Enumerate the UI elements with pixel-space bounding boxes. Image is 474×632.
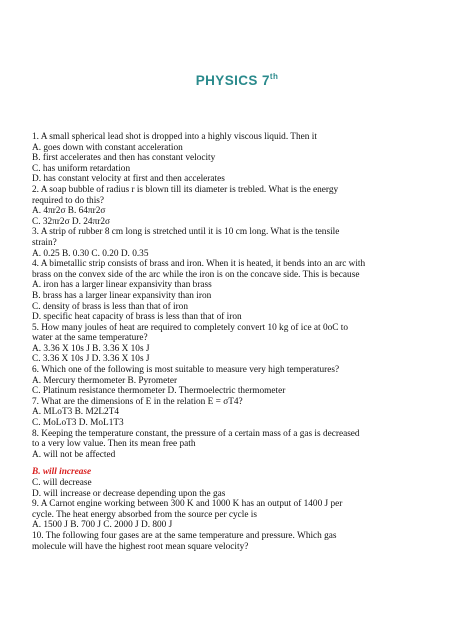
text-line: A. 0.25 B. 0.30 C. 0.20 D. 0.35 [32,248,149,259]
document-body [32,132,452,552]
text-line: 4. A bimetallic strip consists of brass and iron. When it is heated, it bends into an arc with [32,259,366,270]
text-line: C. MoLoT3 D. MoL1T3 [32,418,124,429]
text-line: A. iron has a larger linear expansivity than brass [32,280,212,291]
text-line: 2. A soap bubble of radius r is blown till its diameter is trebled. What is the energy [32,184,339,195]
text-line: D. will increase or decrease depending upon the gas [32,488,226,499]
text-line: 6. Which one of the following is most suitable to measure very high temperatures? [32,365,340,376]
highlighted-answer: B. will increase [32,467,92,478]
text-line: C. Platinum resistance thermometer D. Thermoelectric thermometer [32,386,286,397]
text-line: A. 3.36 X 10s J B. 3.36 X 10s J [32,343,150,354]
text-line: 7. What are the dimensions of E in the relation E = σT4? [32,396,243,407]
text-line: 10. The following four gases are at the same temperature and pressure. Which gas [32,530,337,541]
title-superscript: th [269,72,279,81]
text-line: brass on the convex side of the arc while the iron is on the concave side. This is because [32,269,360,280]
text-line: C. density of brass is less than that of iron [32,301,188,312]
text-line: C. has uniform retardation [32,163,131,174]
text-line: D. specific heat capacity of brass is less than that of iron [32,312,242,323]
page-title [0,72,474,88]
text-line: to a very low value. Then its mean free path [32,439,196,450]
title-text: PHYSICS 7 [195,73,270,88]
text-line: water at the same temperature? [32,333,148,344]
text-line: 8. Keeping the temperature constant, the pressure of a certain mass of a gas is decreased [32,428,360,439]
spacer [32,460,452,467]
text-line: 1. A small spherical lead shot is dropped into a highly viscous liquid. Then it [32,132,317,142]
text-line: B. first accelerates and then has constant velocity [32,153,216,164]
text-line: required to do this? [32,195,105,206]
text-line: molecule will have the highest root mean square velocity? [32,541,249,552]
text-line: A. 4πr2σ B. 64πr2σ [32,206,106,217]
text-line: A. 1500 J B. 700 J C. 2000 J D. 800 J [32,520,173,531]
question-block-b [32,478,452,552]
text-line: 9. A Carnot engine working between 300 K and 1000 K has an output of 1400 J per [32,499,343,510]
text-line: 5. How many joules of heat are required to completely convert 10 kg of ice at 0oC to [32,322,348,333]
text-line: A. MLoT3 B. M2L2T4 [32,407,120,418]
text-line: A. will not be affected [32,449,116,460]
text-line: C. will decrease [32,478,92,488]
question-block-a [32,132,452,460]
text-line: D. has constant velocity at first and then accelerates [32,174,225,185]
text-line: cycle. The heat energy absorbed from the source per cycle is [32,509,258,520]
text-line: C. 3.36 X 10s J D. 3.36 X 10s J [32,354,150,365]
text-line: strain? [32,237,57,248]
text-line: C. 32πr2σ D. 24πr2σ [32,216,111,227]
text-line: 3. A strip of rubber 8 cm long is stretched until it is 10 cm long. What is the tensile [32,227,340,238]
text-line: A. goes down with constant acceleration [32,142,183,153]
text-line: B. brass has a larger linear expansivity than iron [32,290,212,301]
text-line: A. Mercury thermometer B. Pyrometer [32,375,178,386]
